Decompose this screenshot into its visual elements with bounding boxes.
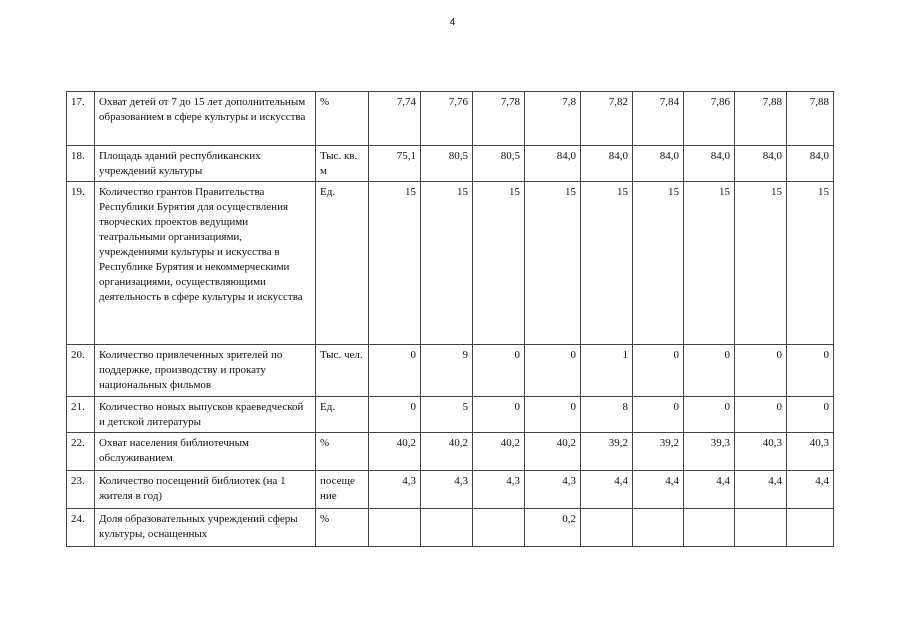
value-cell: 0 xyxy=(369,345,421,397)
value-cell: 7,76 xyxy=(421,92,473,146)
value-cell: 40,2 xyxy=(525,433,581,471)
value-cell: 7,8 xyxy=(525,92,581,146)
value-cell: 15 xyxy=(421,182,473,345)
value-cell xyxy=(787,509,834,547)
value-cell xyxy=(735,509,787,547)
value-cell: 84,0 xyxy=(633,146,684,182)
unit-cell: % xyxy=(316,509,369,547)
value-cell: 0 xyxy=(787,397,834,433)
value-cell: 5 xyxy=(421,397,473,433)
value-cell: 7,84 xyxy=(633,92,684,146)
unit-cell: % xyxy=(316,92,369,146)
value-cell: 39,2 xyxy=(633,433,684,471)
value-cell: 40,2 xyxy=(473,433,525,471)
value-cell: 0 xyxy=(369,397,421,433)
value-cell: 4,4 xyxy=(633,471,684,509)
value-cell: 0 xyxy=(684,397,735,433)
value-cell: 40,3 xyxy=(735,433,787,471)
indicator-name: Охват населения библиотечным обслуживанием xyxy=(95,433,316,471)
table-row xyxy=(67,345,834,397)
row-number: 19. xyxy=(67,182,95,345)
unit-cell: % xyxy=(316,433,369,471)
value-cell: 15 xyxy=(473,182,525,345)
row-number: 23. xyxy=(67,471,95,509)
value-cell xyxy=(581,509,633,547)
value-cell: 84,0 xyxy=(787,146,834,182)
value-cell: 4,4 xyxy=(684,471,735,509)
row-number: 18. xyxy=(67,146,95,182)
value-cell: 84,0 xyxy=(684,146,735,182)
value-cell: 40,3 xyxy=(787,433,834,471)
row-number: 17. xyxy=(67,92,95,146)
value-cell: 0 xyxy=(525,345,581,397)
unit-cell: Тыс. чел. xyxy=(316,345,369,397)
value-cell xyxy=(421,509,473,547)
value-cell: 4,4 xyxy=(581,471,633,509)
value-cell: 1 xyxy=(581,345,633,397)
value-cell: 9 xyxy=(421,345,473,397)
row-number: 20. xyxy=(67,345,95,397)
value-cell: 0 xyxy=(633,397,684,433)
value-cell: 7,82 xyxy=(581,92,633,146)
unit-cell: Тыс. кв. м xyxy=(316,146,369,182)
value-cell: 15 xyxy=(787,182,834,345)
table-row xyxy=(67,471,834,509)
row-number: 21. xyxy=(67,397,95,433)
table-row xyxy=(67,146,834,182)
value-cell: 0 xyxy=(473,345,525,397)
value-cell: 7,74 xyxy=(369,92,421,146)
value-cell: 84,0 xyxy=(735,146,787,182)
indicator-name: Количество привлеченных зрителей по поддержке, производству и прокату национальных фильмов xyxy=(95,345,316,397)
value-cell: 4,4 xyxy=(735,471,787,509)
value-cell: 0 xyxy=(735,345,787,397)
value-cell: 0 xyxy=(473,397,525,433)
table-row xyxy=(67,182,834,345)
indicator-name: Охват детей от 7 до 15 лет дополнительным образованием в сфере культуры и искусства xyxy=(95,92,316,146)
value-cell: 0 xyxy=(787,345,834,397)
indicator-name: Количество посещений библиотек (на 1 жителя в год) xyxy=(95,471,316,509)
value-cell: 40,2 xyxy=(421,433,473,471)
value-cell: 0 xyxy=(684,345,735,397)
unit-cell: посеще ние xyxy=(316,471,369,509)
value-cell: 7,88 xyxy=(787,92,834,146)
value-cell: 7,88 xyxy=(735,92,787,146)
row-number: 22. xyxy=(67,433,95,471)
table-row xyxy=(67,92,834,146)
value-cell: 4,3 xyxy=(421,471,473,509)
indicators-table xyxy=(66,91,834,547)
value-cell: 39,3 xyxy=(684,433,735,471)
value-cell: 15 xyxy=(369,182,421,345)
value-cell: 15 xyxy=(581,182,633,345)
page-number: 4 xyxy=(449,17,456,28)
indicator-name: Площадь зданий республиканских учреждений культуры xyxy=(95,146,316,182)
unit-cell: Ед. xyxy=(316,397,369,433)
value-cell: 15 xyxy=(525,182,581,345)
value-cell: 7,86 xyxy=(684,92,735,146)
value-cell: 0 xyxy=(525,397,581,433)
value-cell: 40,2 xyxy=(369,433,421,471)
table-row xyxy=(67,509,834,547)
value-cell xyxy=(684,509,735,547)
value-cell: 75,1 xyxy=(369,146,421,182)
value-cell: 4,3 xyxy=(473,471,525,509)
value-cell: 8 xyxy=(581,397,633,433)
value-cell: 84,0 xyxy=(581,146,633,182)
table-body xyxy=(67,92,834,547)
table-row xyxy=(67,397,834,433)
value-cell: 15 xyxy=(684,182,735,345)
value-cell: 4,3 xyxy=(369,471,421,509)
indicator-name: Доля образовательных учреждений сферы культуры, оснащенных xyxy=(95,509,316,547)
value-cell: 4,3 xyxy=(525,471,581,509)
value-cell: 0 xyxy=(633,345,684,397)
value-cell: 0 xyxy=(735,397,787,433)
value-cell: 0,2 xyxy=(525,509,581,547)
value-cell: 15 xyxy=(735,182,787,345)
value-cell: 39,2 xyxy=(581,433,633,471)
value-cell xyxy=(633,509,684,547)
row-number: 24. xyxy=(67,509,95,547)
value-cell: 80,5 xyxy=(421,146,473,182)
value-cell: 84,0 xyxy=(525,146,581,182)
table-row xyxy=(67,433,834,471)
value-cell: 4,4 xyxy=(787,471,834,509)
value-cell: 15 xyxy=(633,182,684,345)
value-cell xyxy=(369,509,421,547)
value-cell: 7,78 xyxy=(473,92,525,146)
value-cell xyxy=(473,509,525,547)
value-cell: 80,5 xyxy=(473,146,525,182)
unit-cell: Ед. xyxy=(316,182,369,345)
indicator-name: Количество грантов Правительства Республики Бурятия для осуществления творческих проектов ведущими театральными организациями, учреждениями культуры и искусства в Республике Бурятия и некоммерческими организациями, осуществляющими деятельность в сфере культуры и искусства xyxy=(95,182,316,345)
indicator-name: Количество новых выпусков краеведческой и детской литературы xyxy=(95,397,316,433)
